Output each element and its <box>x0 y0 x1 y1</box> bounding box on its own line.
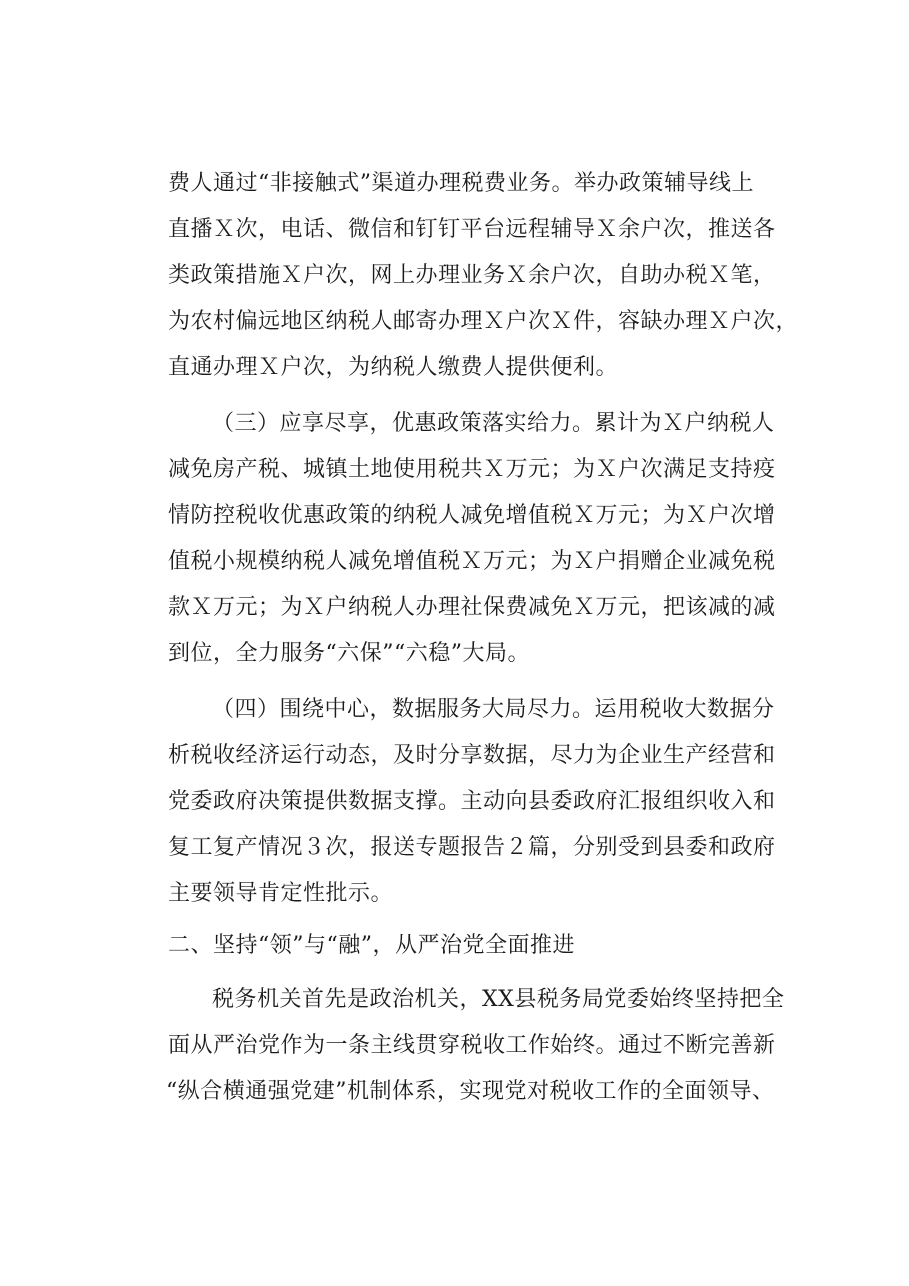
text-line: 为农村偏远地区纳税人邮寄办理Ｘ户次Ｘ件，容缺办理Ｘ户次， <box>168 309 799 334</box>
text-line: 到位，全力服务“六保”“六稳”大局。 <box>168 641 530 666</box>
text-line: 析税收经济运行动态，及时分享数据，尽力为企业生产经营和 <box>168 743 776 768</box>
text-line: 主要领导肯定性批示。 <box>168 881 394 906</box>
text-line: 值税小规模纳税人减免增值税Ｘ万元；为Ｘ户捐赠企业减免税 <box>168 549 776 574</box>
text-line: 党委政府决策提供数据支撑。主动向县委政府汇报组织收入和 <box>168 789 776 814</box>
text-line: 直播Ｘ次，电话、微信和钉钉平台远程辅导Ｘ余户次，推送各 <box>168 217 776 242</box>
section-heading-line: （三）应享尽享，优惠政策落实给力。累计为Ｘ户纳税人 <box>212 411 775 436</box>
text-line: 减免房产税、城镇土地使用税共Ｘ万元；为Ｘ户次满足支持疫 <box>168 457 776 482</box>
chapter-heading: 二、坚持“领”与“融”，从严治党全面推进 <box>168 933 575 958</box>
text-line: “纵合横通强党建”机制体系，实现党对税收工作的全面领导、 <box>166 1079 775 1104</box>
text-line: 面从严治党作为一条主线贯穿税收工作始终。通过不断完善新 <box>168 1033 776 1058</box>
text-line: 税务机关首先是政治机关，XX县税务局党委始终坚持把全 <box>212 987 785 1012</box>
text-line: 费人通过“非接触式”渠道办理税费业务。举办政策辅导线上 <box>168 171 754 196</box>
text-line: 复工复产情况３次，报送专题报告２篇，分别受到县委和政府 <box>168 835 776 860</box>
text-line: 直通办理Ｘ户次，为纳税人缴费人提供便利。 <box>168 355 619 380</box>
text-line: 情防控税收优惠政策的纳税人减免增值税Ｘ万元；为Ｘ户次增 <box>168 503 776 528</box>
text-line: 款Ｘ万元；为Ｘ户纳税人办理社保费减免Ｘ万元，把该减的减 <box>168 595 776 620</box>
text-line: 类政策措施Ｘ户次，网上办理业务Ｘ余户次，自助办税Ｘ笔， <box>168 263 776 288</box>
section-heading-line: （四）围绕中心，数据服务大局尽力。运用税收大数据分 <box>212 697 775 722</box>
